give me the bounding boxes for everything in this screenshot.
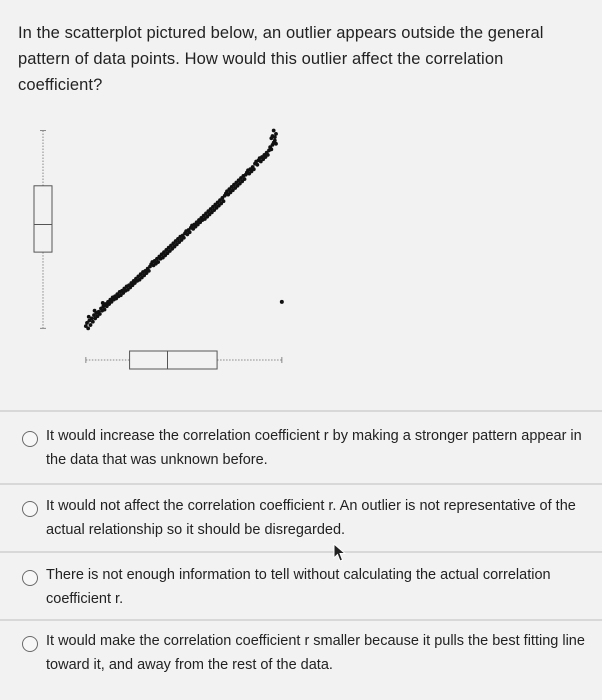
answer-option-3[interactable]	[0, 561, 602, 617]
scatter-point	[86, 326, 90, 330]
answer-option-4[interactable]	[0, 627, 602, 683]
scatter-point	[93, 309, 97, 313]
scatter-point	[91, 320, 95, 324]
answer-option-1[interactable]	[0, 422, 602, 478]
scatter-point	[243, 177, 247, 181]
scatter-point	[156, 260, 160, 264]
scatter-point	[269, 136, 273, 140]
scatter-point	[274, 142, 278, 146]
scatter-point	[269, 147, 273, 151]
scatter-point	[273, 135, 277, 139]
scatter-point	[182, 236, 186, 240]
option-label: It would increase the correlation coefficient r by making a stronger pattern appear in the data that was unknown before.	[46, 428, 582, 468]
x-boxplot-box	[130, 351, 218, 369]
option-label: There is not enough information to tell without calculating the actual correlation coefficient r.	[46, 567, 551, 607]
scatter-point	[222, 199, 226, 203]
question-text: In the scatterplot pictured below, an outlier appears outside the general pattern of data points. How would this outlier affect the correlation coefficient?	[18, 24, 544, 94]
answer-option-2[interactable]	[0, 492, 602, 548]
scatterplot-svg	[0, 110, 420, 400]
scatter-point	[255, 163, 259, 167]
radio-button[interactable]	[22, 636, 38, 652]
scatter-point	[89, 323, 93, 327]
scatter-point	[272, 129, 276, 133]
scatter-point	[188, 230, 192, 234]
y-boxplot-box	[34, 186, 52, 252]
scatter-point	[103, 308, 107, 312]
scatter-point	[266, 153, 270, 157]
scatter-point	[87, 315, 91, 319]
mouse-cursor-icon	[333, 543, 347, 563]
radio-button[interactable]	[22, 570, 38, 586]
scatter-point	[274, 132, 278, 136]
scatter-point	[273, 139, 277, 143]
option-label: It would not affect the correlation coefficient r. An outlier is not representative of the actual relationship so it should be disregarded.	[46, 498, 576, 538]
divider	[0, 410, 602, 412]
option-label: It would make the correlation coefficient r smaller because it pulls the best fitting line toward it, and away from the rest of the data.	[46, 633, 585, 673]
radio-button[interactable]	[22, 431, 38, 447]
divider	[0, 619, 602, 621]
scatter-point	[101, 301, 105, 305]
outlier-point	[280, 300, 284, 304]
scatter-point	[252, 167, 256, 171]
scatter-point	[98, 312, 102, 316]
divider	[0, 483, 602, 485]
scatterplot-figure	[0, 110, 420, 400]
divider	[0, 551, 602, 553]
scatter-point	[147, 269, 151, 273]
radio-button[interactable]	[22, 501, 38, 517]
